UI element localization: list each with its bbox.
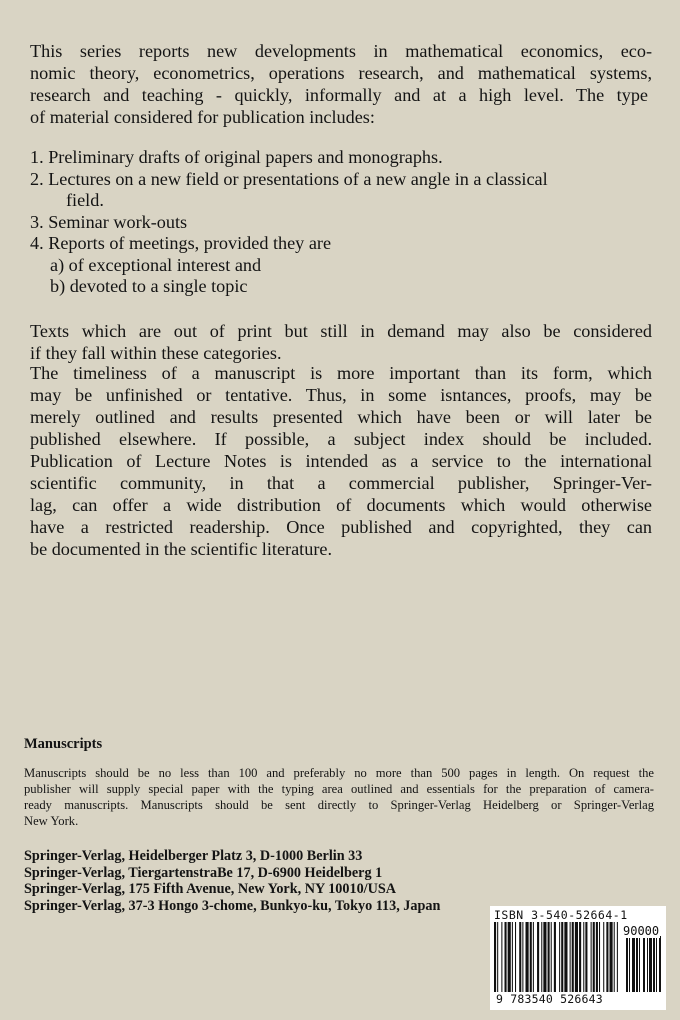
list-item: b) devoted to a single topic [50, 276, 248, 296]
text-line: merely outlined and results presented which have been or will later be [30, 407, 652, 427]
text-line: may be unfinished or tentative. Thus, in some isntances, proofs, may be [30, 385, 652, 405]
isbn-label: ISBN 3-540-52664-1 [494, 908, 628, 922]
intro-line-1: This series reports new developments in mathematical economics, eco- [30, 41, 652, 61]
isbn-barcode [490, 906, 666, 1010]
text-line: Texts which are out of print but still in demand may also be considered [30, 321, 652, 341]
publisher-addresses [24, 848, 440, 914]
address-line: Springer-Verlag, 37-3 Hongo 3-chome, Bunkyo-ku, Tokyo 113, Japan [24, 897, 441, 914]
list-item: 1. Preliminary drafts of original papers and monographs. [30, 147, 443, 167]
text-line: publisher will supply special paper with the typing area outlined and essentials for the preparation of camera- [24, 782, 654, 796]
address-line: Springer-Verlag, TiergartenstraBe 17, D-6900 Heidelberg 1 [24, 864, 383, 881]
list-item: 3. Seminar work-outs [30, 211, 188, 232]
text-line: The timeliness of a manuscript is more important than its form, which [30, 363, 652, 383]
publication-types-list [30, 147, 630, 298]
intro-line-3: research and teaching - quickly, informally and at a high level. The type [30, 85, 648, 105]
list-item: 2. Lectures on a new field or presentations of a new angle in a classical [30, 168, 548, 189]
address-line: Springer-Verlag, 175 Fifth Avenue, New York, NY 10010/USA [24, 881, 397, 897]
text-line: be documented in the scientific literature. [30, 539, 332, 559]
text-line: have a restricted readership. Once published and copyrighted, they can [30, 517, 652, 537]
text-line: scientific community, in that a commercial publisher, Springer-Ver- [30, 473, 652, 493]
ean-number: 9 783540 526643 [496, 992, 603, 1006]
list-item: field. [66, 190, 104, 210]
text-line: lag, can offer a wide distribution of documents which would otherwise [30, 495, 652, 515]
text-line: New York. [24, 814, 79, 828]
list-item: a) of exceptional interest and [50, 254, 262, 275]
manuscripts-heading: Manuscripts [24, 736, 103, 752]
intro-line-4: of material considered for publication includes: [30, 107, 375, 127]
price-code: 90000 [623, 924, 660, 938]
text-line: Manuscripts should be no less than 100 and preferably no more than 500 pages in length. On request the [24, 766, 654, 780]
intro-line-2: nomic theory, econometrics, operations research, and mathematical systems, [30, 63, 652, 83]
list-item: 4. Reports of meetings, provided they are [30, 233, 332, 253]
text-line: ready manuscripts. Manuscripts should be sent directly to Springer-Verlag Heidelberg or Springer-Verlag [24, 798, 654, 812]
text-line: published elsewhere. If possible, a subject index should be included. [30, 429, 652, 449]
text-line: Publication of Lecture Notes is intended as a service to the international [30, 451, 652, 471]
address-line: Springer-Verlag, Heidelberger Platz 3, D-1000 Berlin 33 [24, 848, 363, 864]
text-line: if they fall within these categories. [30, 343, 282, 363]
